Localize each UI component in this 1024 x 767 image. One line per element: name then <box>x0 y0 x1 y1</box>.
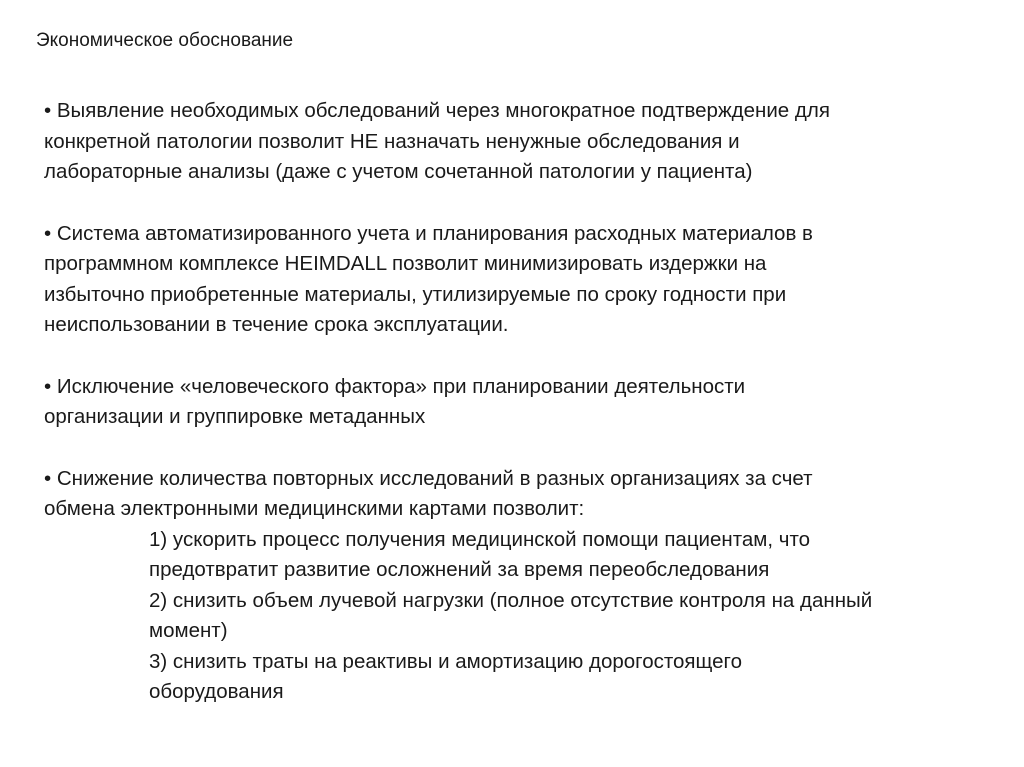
sub-item-line: оборудования <box>149 680 284 703</box>
sub-item-line: 2) снизить объем лучевой нагрузки (полное отсутствие контроля на данный <box>149 588 873 612</box>
bullet-line: обмена электронными медицинскими картами позволит: <box>44 497 585 520</box>
sub-item-line: 3) снизить траты на реактивы и амортизацию дорогостоящего <box>149 649 742 673</box>
bullet-line: • Снижение количества повторных исследований в разных организациях за счет <box>44 466 813 490</box>
sub-item-line: момент) <box>149 619 228 642</box>
bullet-line: лабораторные анализы (даже с учетом сочетанной патологии у пациента) <box>44 160 753 183</box>
bullet-item-4 <box>44 464 994 708</box>
sub-list-item-1 <box>149 525 994 586</box>
bullet-item-1 <box>44 96 994 188</box>
slide-content <box>44 96 994 708</box>
bullet-line: • Выявление необходимых обследований через многократное подтверждение для <box>44 99 830 122</box>
sub-item-line: предотвратит развитие осложнений за время переобследования <box>149 558 770 581</box>
bullet-line: организации и группировке метаданных <box>44 405 426 428</box>
bullet-line: неиспользовании в течение срока эксплуатации. <box>44 313 509 336</box>
bullet-line: избыточно приобретенные материалы, утилизируемые по сроку годности при <box>44 282 787 306</box>
bullet-line: программном комплексе HEIMDALL позволит минимизировать издержки на <box>44 252 767 275</box>
sub-list-item-2 <box>149 586 994 647</box>
bullet-line: конкретной патологии позволит НЕ назначать ненужные обследования и <box>44 129 740 153</box>
bullet-item-2 <box>44 219 994 341</box>
sub-list-item-3 <box>149 647 994 708</box>
slide-title: Экономическое обоснование <box>36 30 294 51</box>
bullet-line: • Система автоматизированного учета и планирования расходных материалов в <box>44 221 813 245</box>
bullet-line: • Исключение «человеческого фактора» при планировании деятельности <box>44 374 746 398</box>
numbered-sub-list <box>44 525 994 708</box>
sub-item-line: 1) ускорить процесс получения медицинской помощи пациентам, что <box>149 527 811 551</box>
bullet-item-3 <box>44 372 994 433</box>
